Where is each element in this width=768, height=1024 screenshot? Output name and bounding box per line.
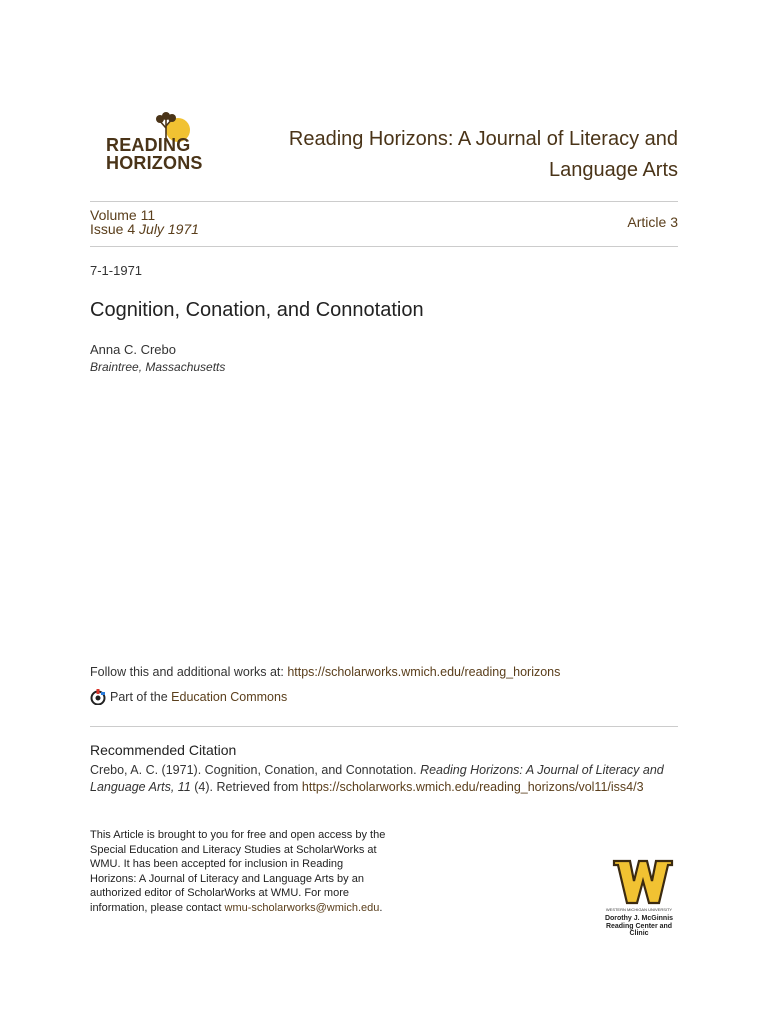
follow-link[interactable]: https://scholarworks.wmich.edu/reading_horizons <box>287 665 561 679</box>
center-name-line-1: Dorothy J. McGinnis <box>604 915 674 922</box>
access-notice <box>90 828 390 916</box>
part-of-line <box>90 689 287 705</box>
citation-part-2: (4). Retrieved from <box>190 780 302 794</box>
divider <box>90 246 678 247</box>
citation-part-1: Crebo, A. C. (1971). Cognition, Conation, and Connotation. <box>90 763 421 777</box>
article-number[interactable]: Article 3 <box>627 214 678 230</box>
education-commons-link[interactable]: Education Commons <box>171 690 288 704</box>
volume-link[interactable]: Volume 11 <box>90 207 156 223</box>
w-logo-icon <box>596 857 682 907</box>
publication-date: 7-1-1971 <box>90 263 143 278</box>
journal-title[interactable]: Reading Horizons: A Journal of Literacy and Language Arts <box>288 128 678 181</box>
notice-text: This Article is brought to you for free and open access by the Special Education and Literacy Studies at ScholarWorks at WMU. It has been accepted for inclusion in Reading Horizons: A Journal of Literacy and Language Arts by an authorized editor of ScholarWorks at WMU. For more information, please contact <box>90 829 386 914</box>
follow-text: Follow this and additional works at: <box>90 665 288 679</box>
recommended-citation-heading: Recommended Citation <box>90 742 237 758</box>
author-affiliation: Braintree, Massachusetts <box>90 360 226 374</box>
logo-line-1: READING <box>106 135 191 155</box>
contact-email-link[interactable]: wmu-scholarworks@wmich.edu <box>224 901 380 914</box>
author-name: Anna C. Crebo <box>90 342 176 357</box>
citation-text <box>90 762 680 796</box>
part-of-text: Part of the <box>110 690 168 704</box>
notice-end: . <box>379 901 383 914</box>
citation-journal: Reading Horizons: A Journal of Literacy and Language Arts, 11 <box>90 763 664 794</box>
logo-line-2: HORIZONS <box>106 153 203 173</box>
divider <box>90 201 678 202</box>
divider <box>90 726 678 727</box>
article-title: Cognition, Conation, and Connotation <box>90 299 424 321</box>
issue-link[interactable] <box>90 222 199 237</box>
follow-line <box>90 665 560 679</box>
commons-icon <box>90 689 106 705</box>
issue-date: July 1971 <box>139 221 199 237</box>
university-name: WESTERN MICHIGAN UNIVERSITY <box>605 907 673 912</box>
reading-horizons-logo <box>88 108 224 184</box>
center-name-line-2: Reading Center and Clinic <box>605 923 673 937</box>
issue-label: Issue 4 <box>90 221 136 237</box>
citation-link[interactable]: https://scholarworks.wmich.edu/reading_horizons/vol11/iss4/3 <box>301 780 644 794</box>
wmu-reading-center-logo <box>596 857 682 937</box>
